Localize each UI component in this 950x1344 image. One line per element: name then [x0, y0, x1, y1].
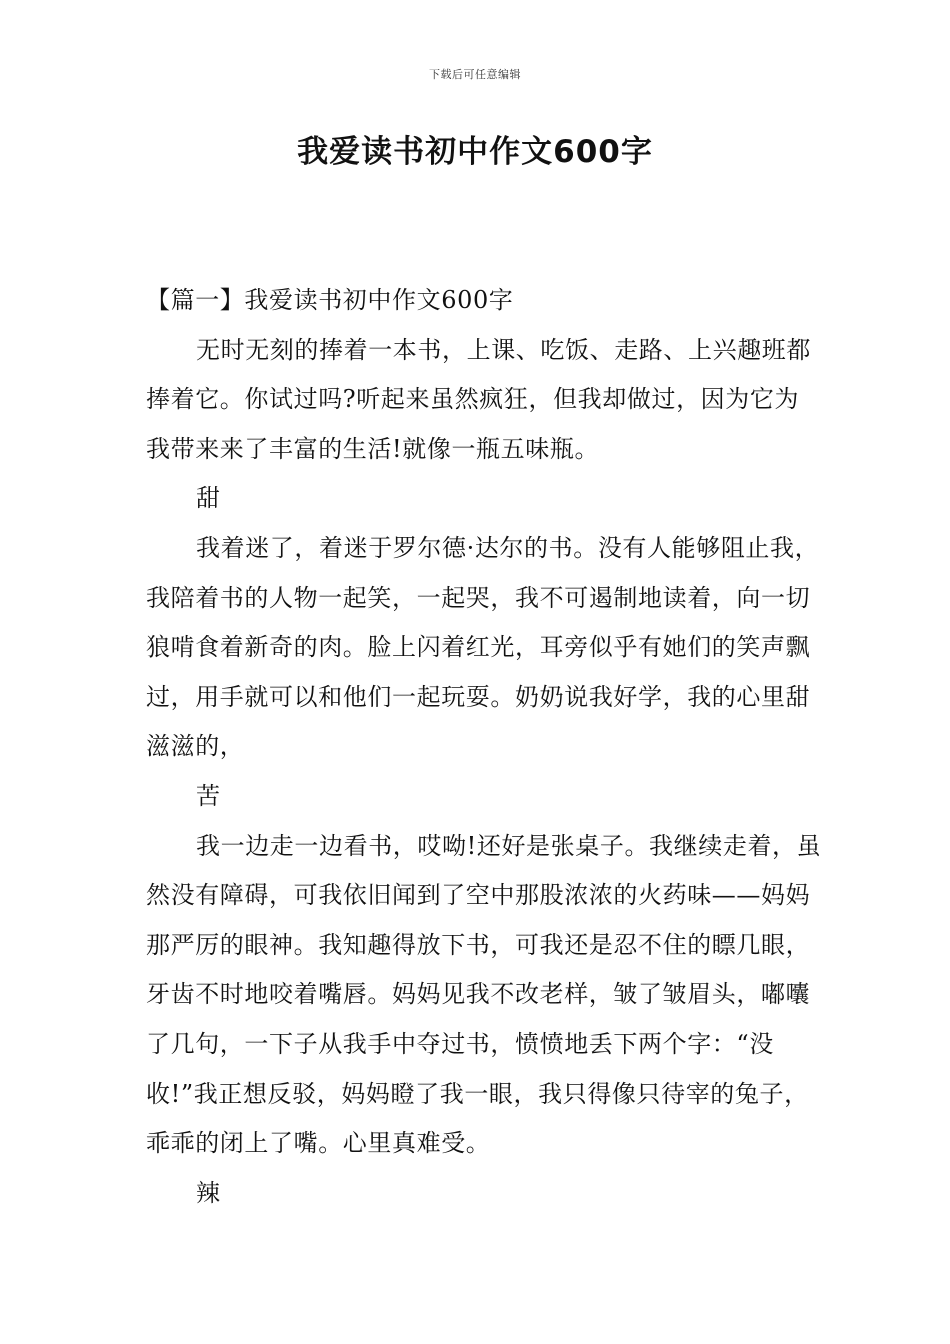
- document-body: [146, 276, 822, 1218]
- paragraph-bitter: 我一边走一边看书，哎呦!还好是张桌子。我继续走着，虽然没有障碍，可我依旧闻到了空中那股浓浓的火药味——妈妈那严厉的眼神。我知趣得放下书，可我还是忍不住的瞟几眼，牙齿不时地咬着嘴唇。妈妈见我不改老样，皱了皱眉头，嘟囔了几句，一下子从我手中夺过书，愤愤地丢下两个字：“没收!”我正想反驳，妈妈瞪了我一眼，我只得像只待宰的兔子，乖乖的闭上了嘴。心里真难受。: [146, 831, 822, 1158]
- subheading-spicy: 辣: [196, 1178, 221, 1207]
- document-title: 我爱读书初中作文600字: [297, 134, 653, 170]
- section-heading: 【篇一】我爱读书初中作文600字: [146, 286, 514, 314]
- subheading-bitter: 苦: [196, 781, 221, 810]
- header-note: 下载后可任意编辑: [429, 68, 521, 81]
- subheading-sweet: 甜: [196, 484, 221, 513]
- paragraph-intro: 无时无刻的捧着一本书，上课、吃饭、走路、上兴趣班都捧着它。你试过吗?听起来虽然疯狂，但我却做过，因为它为我带来来了丰富的生活!就像一瓶五味瓶。: [146, 335, 811, 463]
- paragraph-sweet: 我着迷了，着迷于罗尔德·达尔的书。没有人能够阻止我，我陪着书的人物一起笑，一起哭，我不可遏制地读着，向一切狼啃食着新奇的肉。脸上闪着红光，耳旁似乎有她们的笑声飘过，用手就可以和他们一起玩耍。奶奶说我好学，我的心里甜滋滋的，: [146, 533, 820, 761]
